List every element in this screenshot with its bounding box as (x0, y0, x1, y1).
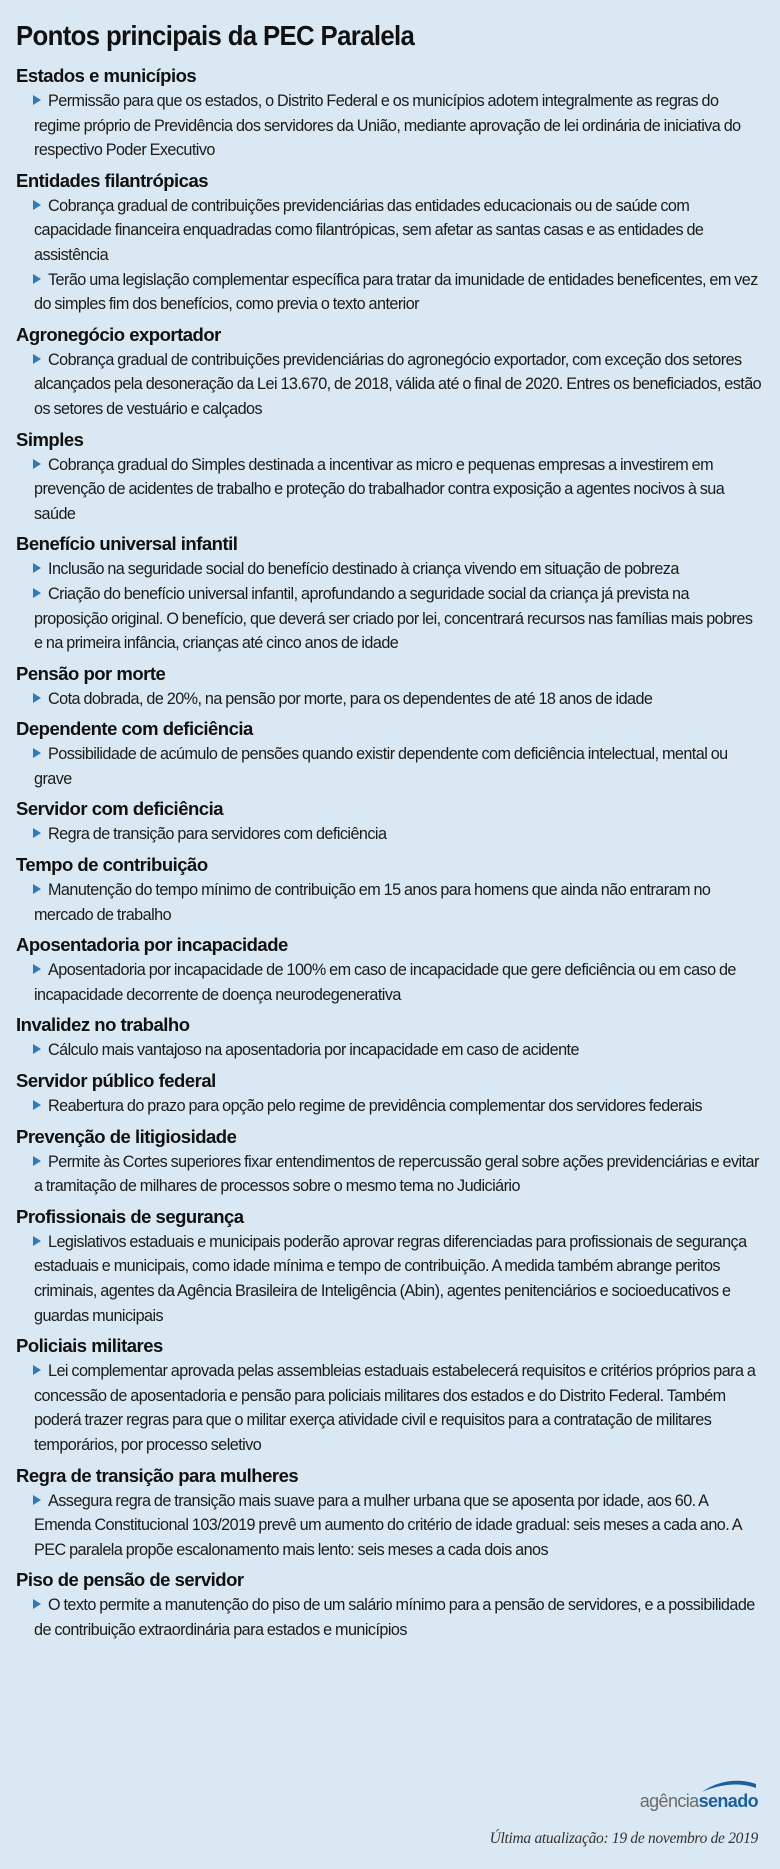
bullet-item (16, 582, 762, 656)
sections-list (16, 64, 762, 1643)
triangle-bullet-icon (33, 693, 41, 703)
section-heading: Aposentadoria por incapacidade (16, 934, 288, 956)
section (16, 1013, 762, 1063)
triangle-bullet-icon (33, 563, 41, 573)
bullet-text: Aposentadoria por incapacidade de 100% em caso de incapacidade que gere deficiência ou em caso de incapacidade decorrente de doença neurodegenerativa (34, 961, 736, 1004)
bullet-text: Criação do benefício universal infantil, aprofundando a seguridade social da criança já prevista na proposição original. O benefício, que deverá ser criado por lei, concentrará recursos nas famílias mais pobres e na primeira infância, crianças até cinco anos de idade (34, 584, 753, 653)
bullet-text: Assegura regra de transição mais suave para a mulher urbana que se aposenta por idade, aos 60. A Emenda Constitucional 103/2019 prevê um aumento do critério de idade gradual: seis meses a cada ano. A PEC paralela propõe escalonamento mais lento: seis meses a cada dois anos (34, 1491, 742, 1559)
bullet-item (16, 194, 762, 268)
bullet-item (16, 268, 762, 317)
section-heading: Regra de transição para mulheres (16, 1464, 299, 1486)
bullet-text: Permissão para que os estados, o Distrito Federal e os municípios adotem integralmente as regras do regime próprio de Previdência dos servidores da União, mediante aprovação de lei ordinária de iniciativa do respectivo Poder Executivo (34, 92, 741, 160)
bullet-text: Reabertura do prazo para opção pelo regime de previdência complementar dos servidores federais (48, 1097, 703, 1116)
section (16, 64, 762, 163)
bullet-text: Lei complementar aprovada pelas assembleias estaduais estabelecerá requisitos e critérios próprios para a concessão de aposentadoria e pensão para policiais militares dos estados e do Distrito Federal. Também poderá trazer regras para que o militar exerça atividade civil e requisitos para a contratação de militares temporários, por processo seletivo (34, 1362, 756, 1454)
bullet-text: Possibilidade de acúmulo de pensões quando existir dependente com deficiência intelectual, mental ou grave (34, 745, 728, 788)
triangle-bullet-icon (33, 1156, 41, 1166)
triangle-bullet-icon (33, 1044, 41, 1054)
last-update-text: Última atualização: 19 de novembro de 2019 (489, 1830, 758, 1847)
triangle-bullet-icon (33, 1236, 41, 1246)
section (16, 1464, 762, 1563)
bullet-text: Permite às Cortes superiores fixar entendimentos de repercussão geral sobre ações previdenciárias e evitar a tramitação de milhares de processos sobre o mesmo tema no Judiciário (34, 1152, 759, 1196)
section-heading: Simples (16, 428, 84, 450)
bullet-item (16, 348, 762, 422)
section (16, 1069, 762, 1119)
triangle-bullet-icon (33, 828, 41, 838)
bullet-text: Cobrança gradual de contribuições previdenciárias das entidades educacionais ou de saúde com capacidade financeira enquadradas como filantrópicas, sem afetar as santas casas e as entidades de assistência (34, 196, 704, 264)
triangle-bullet-icon (33, 354, 41, 364)
section (16, 323, 762, 422)
section (16, 717, 762, 791)
section (16, 1334, 762, 1457)
bullet-item (16, 958, 762, 1007)
section (16, 1125, 762, 1199)
triangle-bullet-icon (33, 1495, 41, 1505)
section-heading: Servidor com deficiência (16, 798, 224, 820)
triangle-bullet-icon (33, 884, 41, 894)
section-heading: Profissionais de segurança (16, 1205, 244, 1227)
section-heading: Invalidez no trabalho (16, 1014, 190, 1036)
triangle-bullet-icon (33, 588, 41, 598)
bullet-item (16, 1489, 762, 1563)
triangle-bullet-icon (33, 1100, 41, 1110)
section-heading: Policiais militares (16, 1335, 163, 1357)
bullet-item (16, 453, 762, 527)
bullet-text: Manutenção do tempo mínimo de contribuição em 15 anos para homens que ainda não entraram no mercado de trabalho (34, 881, 711, 924)
bullet-item (16, 742, 762, 791)
section-heading: Prevenção de litigiosidade (16, 1125, 237, 1147)
logo-swoosh-icon (698, 1778, 758, 1794)
section-heading: Tempo de contribuição (16, 854, 208, 876)
triangle-bullet-icon (33, 274, 41, 284)
section-heading: Entidades filantrópicas (16, 169, 209, 191)
bullet-text: Legislativos estaduais e municipais poderão aprovar regras diferenciadas para profissionais de segurança estaduais e municipais, como idade mínima e tempo de contribuição. A medida também abrange peritos criminais, agentes da Agência Brasileira de Inteligência (Abin), agentes penitenciários e socioeducativos e guardas municipais (34, 1232, 747, 1325)
bullet-text: Cálculo mais vantajoso na aposentadoria por incapacidade em caso de acidente (48, 1041, 579, 1060)
bullet-item (16, 89, 762, 163)
bullet-text: Cobrança gradual do Simples destinada a incentivar as micro e pequenas empresas a investirem em prevenção de acidentes de trabalho e proteção do trabalhador contra exposição a agentes nocivos à sua saúde (34, 455, 725, 523)
bullet-text: Inclusão na seguridade social do benefício destinado à criança vivendo em situação de pobreza (48, 560, 679, 579)
bullet-item (16, 557, 762, 582)
section (16, 532, 762, 655)
bullet-item (16, 1094, 762, 1119)
bullet-text: Terão uma legislação complementar específica para tratar da imunidade de entidades beneficentes, em vez do simples fim dos benefícios, como previa o texto anterior (34, 270, 758, 314)
section-heading: Benefício universal infantil (16, 533, 238, 555)
bullet-item (16, 878, 762, 927)
section-heading: Pensão por morte (16, 662, 166, 684)
section-heading: Dependente com deficiência (16, 718, 253, 740)
triangle-bullet-icon (33, 748, 41, 758)
triangle-bullet-icon (33, 964, 41, 974)
bullet-item (16, 1150, 762, 1199)
triangle-bullet-icon (33, 1599, 41, 1609)
logo-text-agencia: agência (639, 1791, 699, 1811)
triangle-bullet-icon (33, 1365, 41, 1375)
bullet-item (16, 822, 762, 847)
section (16, 933, 762, 1007)
triangle-bullet-icon (33, 459, 41, 469)
triangle-bullet-icon (33, 200, 41, 210)
page-title: Pontos principais da PEC Paralela (16, 20, 415, 51)
bullet-item (16, 687, 762, 712)
bullet-item (16, 1593, 762, 1642)
section (16, 853, 762, 927)
logo-text-senado: senado (698, 1791, 758, 1811)
section-heading: Estados e municípios (16, 65, 197, 86)
section-heading: Servidor público federal (16, 1070, 216, 1092)
triangle-bullet-icon (33, 95, 41, 105)
bullet-text: Cobrança gradual de contribuições previdenciárias do agronegócio exportador, com exceção dos setores alcançados pela desoneração da Lei 13.670, de 2018, válida até o final de 2020. Entres os beneficiados, estão os setores de vestuário e calçados (34, 350, 762, 418)
section (16, 662, 762, 712)
bullet-text: Regra de transição para servidores com deficiência (48, 825, 387, 844)
bullet-item (16, 1359, 762, 1457)
bullet-text: O texto permite a manutenção do piso de um salário mínimo para a pensão de servidores, e a possibilidade de contribuição extraordinária para estados e municípios (34, 1596, 755, 1639)
agencia-senado-logo (640, 1790, 758, 1812)
bullet-item (16, 1230, 762, 1328)
section-heading: Piso de pensão de servidor (16, 1569, 244, 1591)
section (16, 428, 762, 527)
section-heading: Agronegócio exportador (16, 323, 221, 345)
section (16, 1568, 762, 1642)
section (16, 1205, 762, 1328)
bullet-text: Cota dobrada, de 20%, na pensão por morte, para os dependentes de até 18 anos de idade (48, 689, 653, 708)
section (16, 169, 762, 317)
section (16, 797, 762, 847)
bullet-item (16, 1038, 762, 1063)
